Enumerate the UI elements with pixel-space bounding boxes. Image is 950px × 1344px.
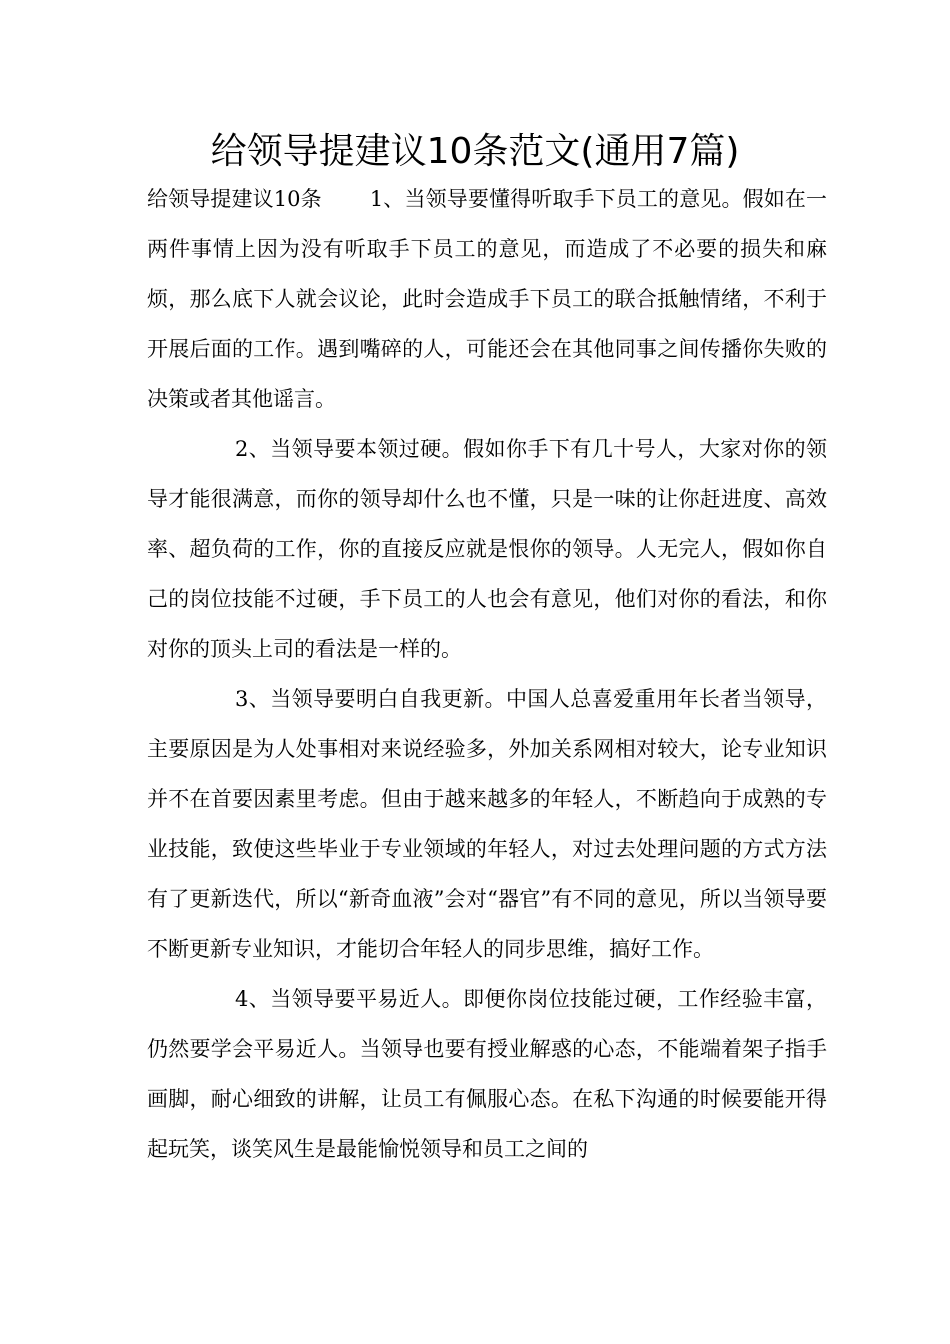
paragraph-3: 3、当领导要明白自我更新。中国人总喜爱重用年长者当领导，主要原因是为人处事相对来说经验多，外加关系网相对较大，论专业知识并不在首要因素里考虑。但由于越来越多的年轻人，不断趋向于成熟的专业技能，致使这些毕业于专业领域的年轻人，对过去处理问题的方式方法有了更新迭代，所以“新奇血液”会对“器官”有不同的意见，所以当领导要不断更新专业知识，才能切合年轻人的同步思维，搞好工作。: [147, 687, 827, 961]
intro-label: 给领导提建议10条: [147, 187, 322, 211]
document-body: [147, 174, 827, 1174]
paragraph-4: 4、当领导要平易近人。即便你岗位技能过硬，工作经验丰富，仍然要学会平易近人。当领导也要有授业解惑的心态，不能端着架子指手画脚，耐心细致的讲解，让员工有佩服心态。在私下沟通的时候要能开得起玩笑，谈笑风生是最能愉悦领导和员工之间的: [147, 987, 827, 1161]
page-title: 给领导提建议10条范文(通用7篇): [210, 131, 740, 172]
paragraph-1-text: 1、当领导要懂得听取手下员工的意见。假如在一两件事情上因为没有听取手下员工的意见，而造成了不必要的损失和麻烦，那么底下人就会议论，此时会造成手下员工的联合抵触情绪，不利于开展后面的工作。遇到嘴碎的人，可能还会在其他同事之间传播你失败的决策或者其他谣言。: [147, 187, 828, 411]
paragraph-2: 2、当领导要本领过硬。假如你手下有几十号人，大家对你的领导才能很满意，而你的领导却什么也不懂，只是一味的让你赶进度、高效率、超负荷的工作，你的直接反应就是恨你的领导。人无完人，假如你自己的岗位技能不过硬，手下员工的人也会有意见，他们对你的看法，和你对你的顶头上司的看法是一样的。: [147, 437, 827, 661]
paragraph-1: [147, 174, 827, 424]
